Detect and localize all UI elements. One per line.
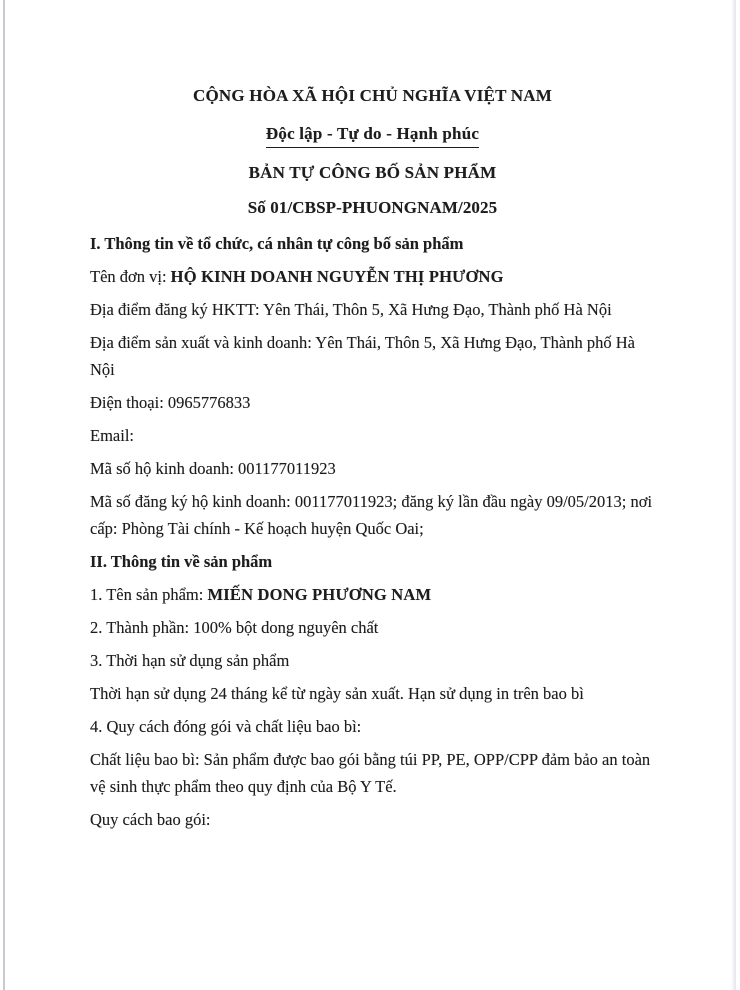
production-address-line: Địa điểm sản xuất và kinh doanh: Yên Thái, Thôn 5, Xã Hưng Đạo, Thành phố Hà Nội xyxy=(90,332,635,379)
registration-detail-line: Mã số đăng ký hộ kinh doanh: 001177011923; đăng ký lần đầu ngày 09/05/2013; nơi cấp: Phòng Tài chính - Kế hoạch huyện Quốc Oai; xyxy=(90,491,653,538)
phone-line: Điện thoại: 0965776833 xyxy=(90,392,251,412)
shelf-life-detail-line: Thời hạn sử dụng 24 tháng kể từ ngày sản xuất. Hạn sử dụng in trên bao bì xyxy=(90,683,584,703)
unit-name-value: HỘ KINH DOANH NGUYỄN THỊ PHƯƠNG xyxy=(170,266,504,286)
ingredients-line: 2. Thành phần: 100% bột dong nguyên chất xyxy=(90,617,379,637)
shelf-life-heading-line: 3. Thời hạn sử dụng sản phẩm xyxy=(90,650,290,670)
unit-name-line xyxy=(90,263,655,290)
registered-address-line: Địa điểm đăng ký HKTT: Yên Thái, Thôn 5, Xã Hưng Đạo, Thành phố Hà Nội xyxy=(90,299,612,319)
national-motto: Độc lập - Tự do - Hạnh phúc xyxy=(266,124,479,148)
document-number: Số 01/CBSP-PHUONGNAM/2025 xyxy=(247,197,498,217)
unit-name-label: Tên đơn vị: xyxy=(90,266,171,286)
packaging-spec-line: Quy cách bao gói: xyxy=(90,809,211,829)
motto-row xyxy=(90,124,655,148)
email-line: Email: xyxy=(90,425,134,445)
product-name-line xyxy=(90,581,655,608)
packaging-material-line: Chất liệu bao bì: Sản phẩm được bao gói bằng túi PP, PE, OPP/CPP đảm bảo an toàn vệ sinh thực phẩm theo quy định của Bộ Y Tế. xyxy=(90,749,651,796)
packaging-heading-line: 4. Quy cách đóng gói và chất liệu bao bì: xyxy=(90,716,362,736)
product-name-value: MIẾN DONG PHƯƠNG NAM xyxy=(207,584,432,604)
document-title: BẢN TỰ CÔNG BỐ SẢN PHẨM xyxy=(248,162,497,182)
section2-heading: II. Thông tin về sản phẩm xyxy=(90,551,273,571)
national-title: CỘNG HÒA XÃ HỘI CHỦ NGHĨA VIỆT NAM xyxy=(193,86,552,105)
household-business-code-line: Mã số hộ kinh doanh: 001177011923 xyxy=(90,458,336,478)
section1-heading: I. Thông tin về tổ chức, cá nhân tự công bố sản phẩm xyxy=(90,233,464,253)
product-name-label: 1. Tên sản phẩm: xyxy=(90,584,208,604)
